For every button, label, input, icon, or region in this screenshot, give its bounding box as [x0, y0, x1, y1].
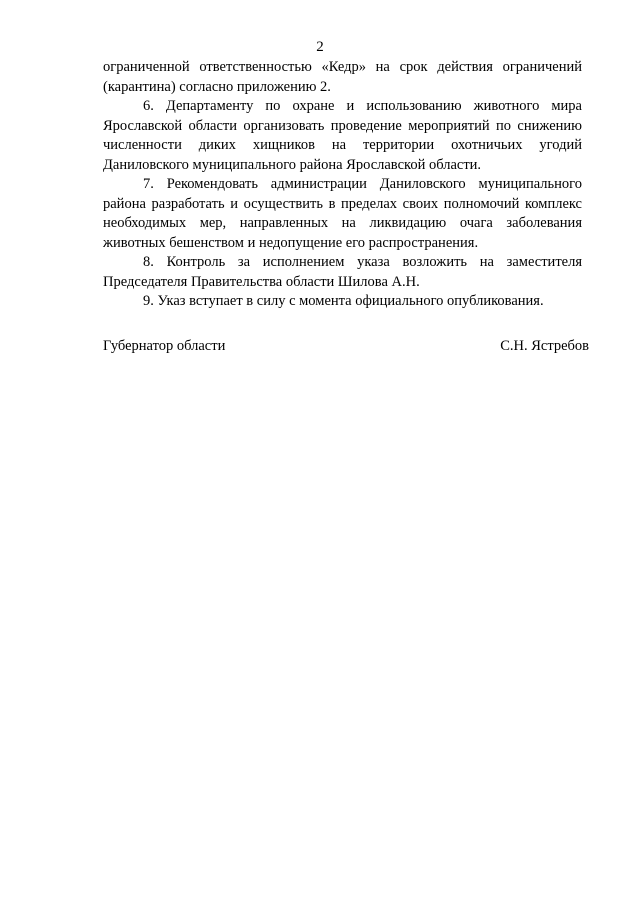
paragraph-item-8: 8. Контроль за исполнением указа возложить на заместителя Председателя Правительства области Шилова А.Н.: [103, 254, 582, 290]
signatory-name: С.Н. Ястребов: [500, 338, 589, 354]
page-number: 2: [316, 39, 324, 55]
paragraph-item-6: 6. Департаменту по охране и использованию животного мира Ярославской области организовать проведение мероприятий по снижению численности диких хищников на территории охотничьих угодий Даниловского муниципального района Ярославской области.: [103, 98, 582, 173]
signature-block: [103, 337, 589, 356]
document-body: [103, 58, 582, 312]
signatory-position: Губернатор области: [103, 338, 226, 354]
paragraph-continuation: ограниченной ответственностью «Кедр» на срок действия ограничений (карантина) согласно приложению 2.: [103, 59, 582, 95]
paragraph-item-7: 7. Рекомендовать администрации Даниловского муниципального района разработать и осуществить в пределах своих полномочий комплекс необходимых мер, направленных на ликвидацию очага заболевания животных бешенством и недопущение его распространения.: [103, 176, 582, 251]
paragraph-item-9: 9. Указ вступает в силу с момента официального опубликования.: [143, 293, 544, 309]
